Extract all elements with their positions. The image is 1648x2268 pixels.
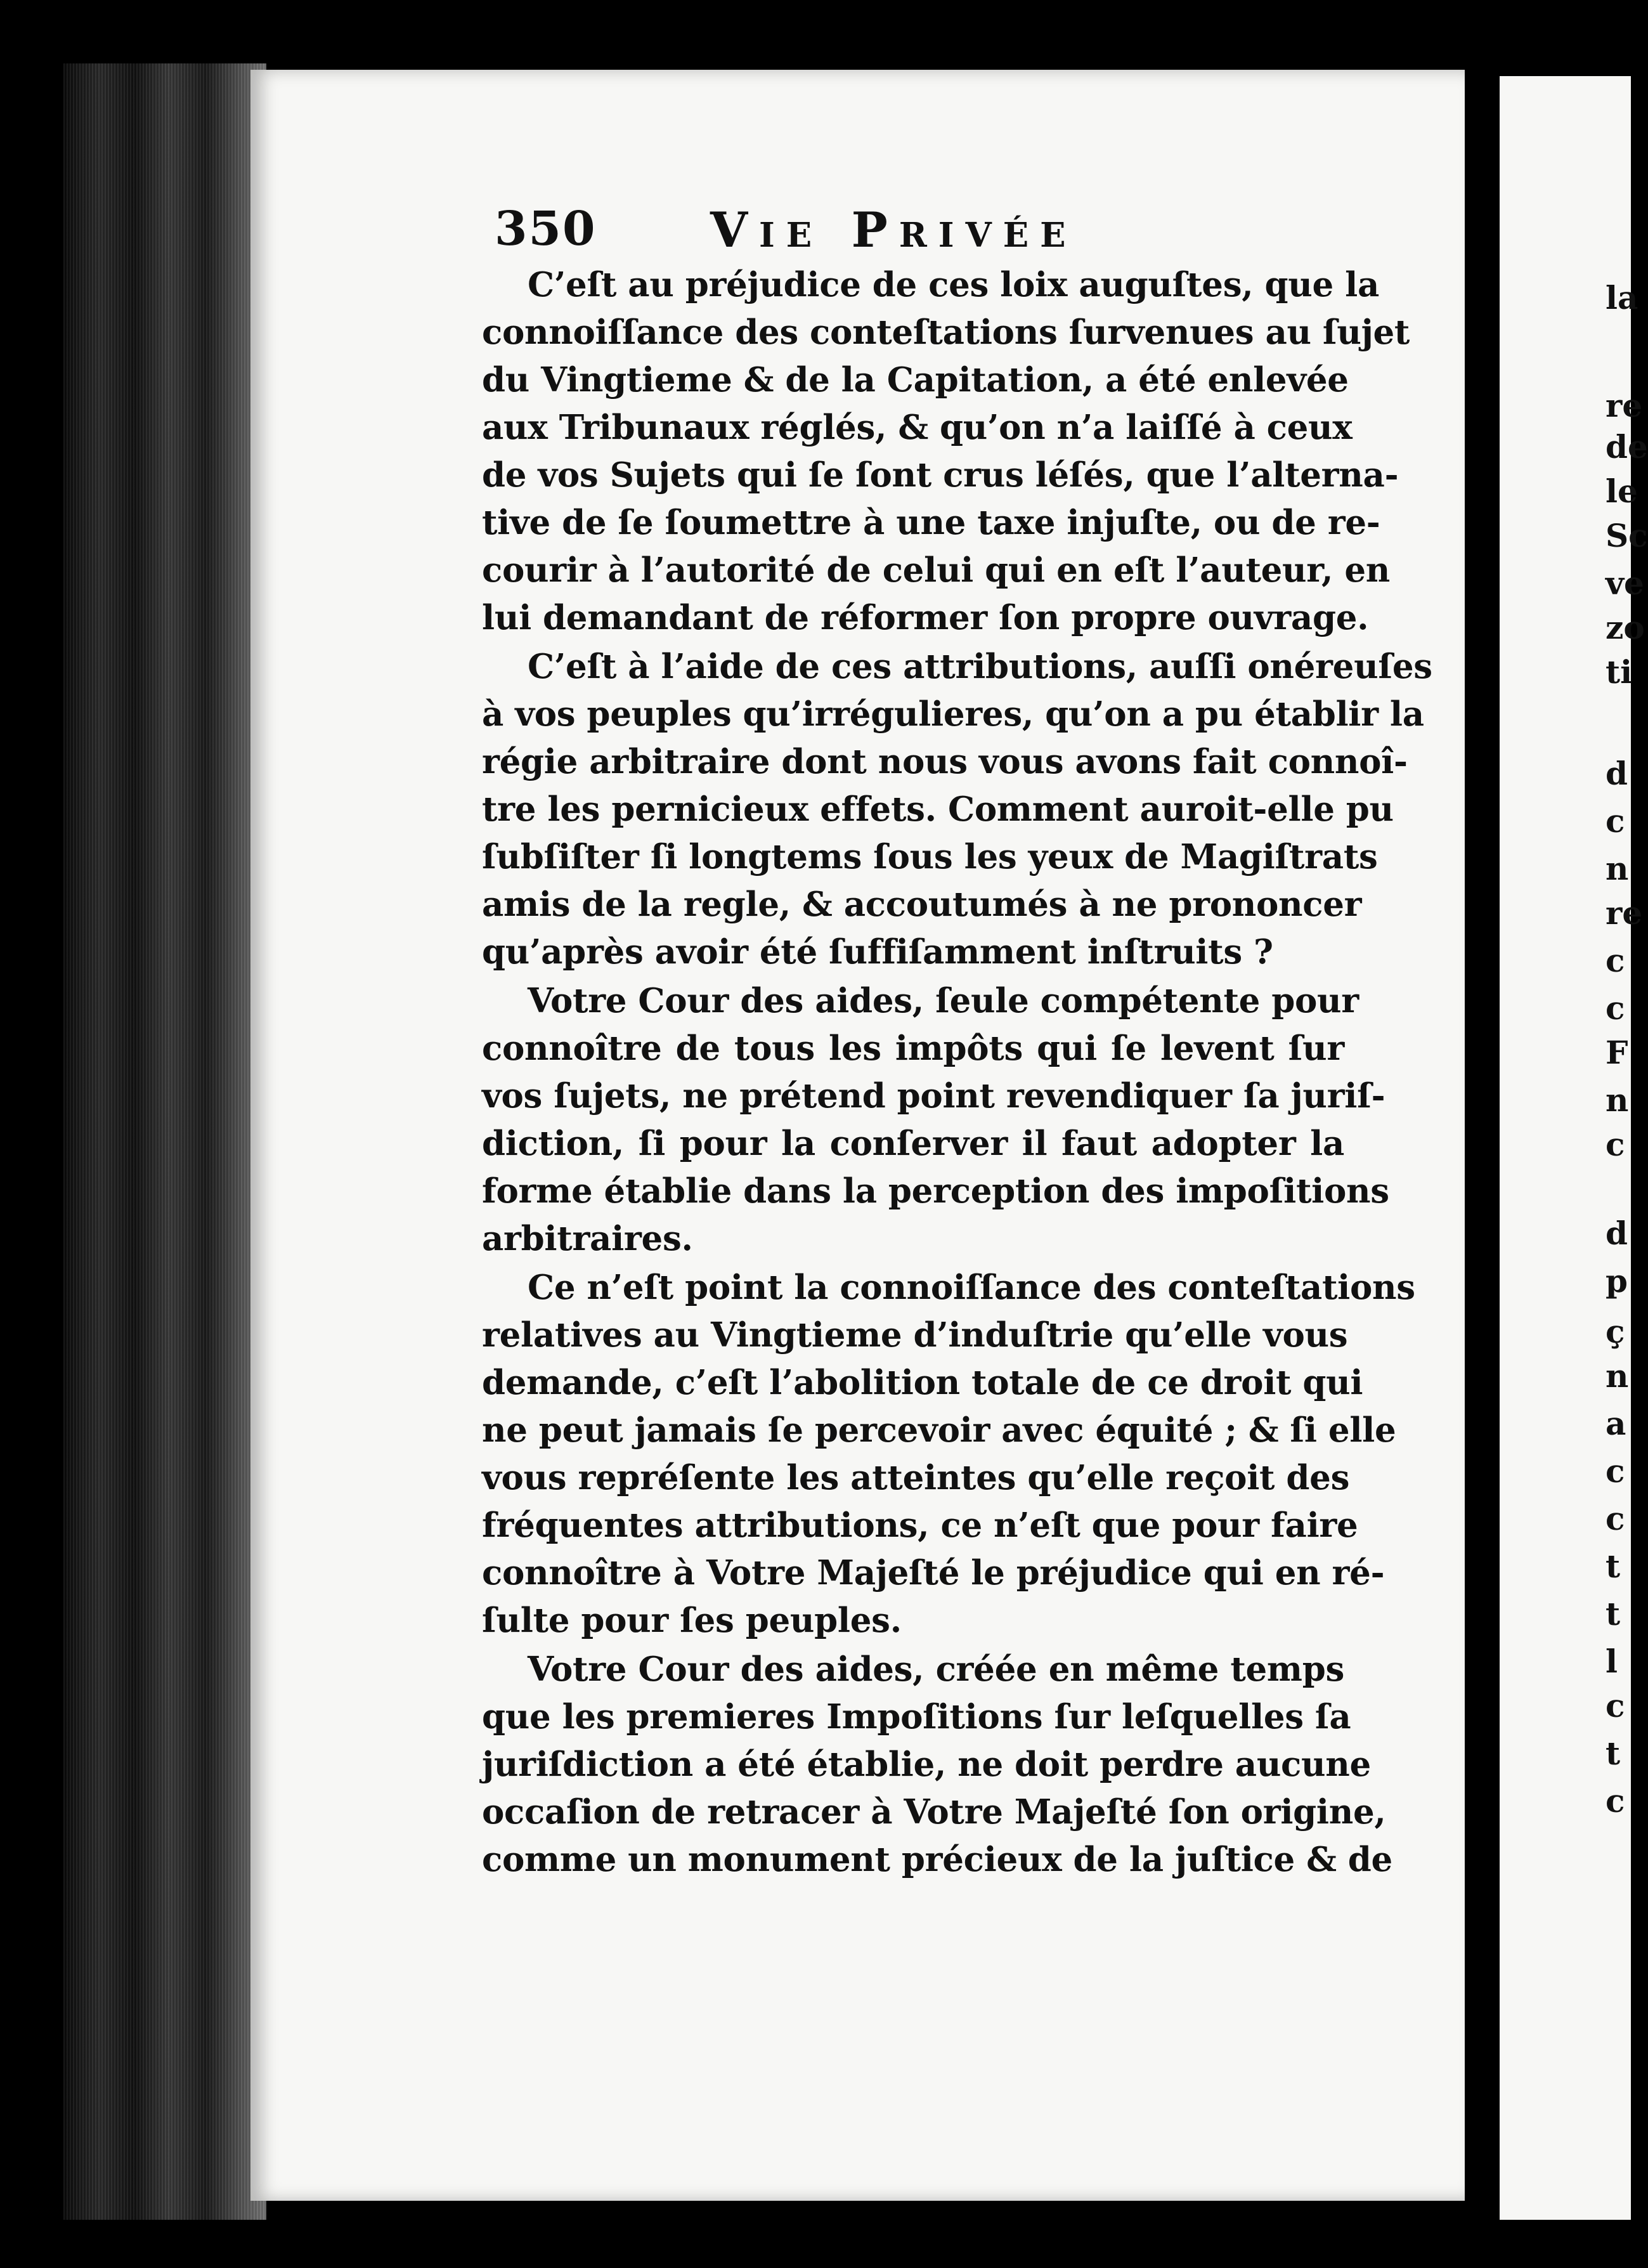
facing-page-fragment: t: [1606, 1735, 1621, 1772]
text-line: connoiſſance des conteſtations ſurvenues au ſujet: [482, 313, 1410, 352]
page-gutter: [1465, 0, 1503, 2268]
text-line: connoître à Votre Majeſté le préjudice qui en ré-: [482, 1553, 1385, 1593]
text-line: occaſion de retracer à Votre Majeſté ſon origine,: [482, 1792, 1386, 1832]
scan-border: [0, 2220, 1631, 2268]
facing-page-fragment: c: [1606, 1687, 1625, 1724]
text-line: forme établie dans la perception des impoſitions: [482, 1171, 1389, 1211]
text-line: ſulte pour ſes peuples.: [482, 1601, 902, 1640]
facing-page-fragment: c: [1606, 1500, 1625, 1537]
paragraph: [482, 1646, 1392, 1884]
facing-page-fragment: ve: [1606, 564, 1644, 602]
facing-page-fragment: le: [1606, 472, 1638, 510]
text-line: comme un monument précieux de la juſtice & de: [482, 1840, 1392, 1879]
text-line: aux Tribunaux réglés, & qu’on n’a laiſſé à ceux: [482, 408, 1353, 447]
text-line: du Vingtieme & de la Capitation, a été enlevée: [482, 360, 1349, 400]
text-line: Votre Cour des aides, créée en même temps: [528, 1650, 1344, 1689]
text-line: tive de ſe ſoumettre à une taxe injuſte, ou de re-: [482, 503, 1380, 542]
text-line: arbitraires.: [482, 1219, 693, 1258]
facing-page-fragment: c: [1606, 989, 1625, 1027]
facing-page-fragment: t: [1606, 1595, 1621, 1633]
text-line: Ce n’eſt point la connoiſſance des conteſtations: [528, 1268, 1415, 1307]
facing-page-fragment: de: [1606, 428, 1648, 466]
text-line: lui demandant de réformer ſon propre ouvrage.: [482, 598, 1369, 637]
paragraph: [482, 977, 1389, 1263]
facing-page-fragment: ç: [1606, 1313, 1625, 1350]
text-line: tre les pernicieux effets. Comment auroit-elle pu: [482, 790, 1394, 829]
facing-page-fragment: d: [1606, 1215, 1628, 1252]
text-line: vos ſujets, ne prétend point revendiquer ſa juriſ-: [482, 1076, 1385, 1116]
text-line: C’eſt à l’aide de ces attributions, auſſi onéreuſes: [528, 647, 1432, 686]
paragraph: [482, 261, 1410, 642]
page-stack-edge: [63, 63, 266, 2220]
text-line: fréquentes attributions, ce n’eſt que pour faire: [482, 1506, 1358, 1545]
text-line: relatives au Vingtieme d’induſtrie qu’elle vous: [482, 1315, 1348, 1355]
paragraph: [482, 643, 1432, 976]
text-line: que les premieres Impoſitions ſur leſquelles ſa: [482, 1697, 1351, 1737]
text-line: à vos peuples qu’irrégulieres, qu’on a pu établir la: [482, 694, 1424, 734]
facing-page-fragment: n: [1606, 1081, 1629, 1119]
facing-page-fragment: a: [1606, 1405, 1626, 1442]
facing-page-fragment: c: [1606, 1782, 1625, 1820]
text-line: C’eſt au préjudice de ces loix auguſtes, que la: [528, 265, 1379, 304]
text-line: de vos Sujets qui ſe ſont crus léſés, que l’alterna-: [482, 455, 1399, 495]
text-line: amis de la regle, & accoutumés à ne prononcer: [482, 885, 1362, 924]
text-line: courir à l’autorité de celui qui en eſt l’auteur, en: [482, 551, 1391, 590]
paragraph: [482, 1264, 1415, 1645]
facing-page-fragment: re: [1606, 387, 1643, 424]
text-line: juriſdiction a été établie, ne doit perdre aucune: [482, 1745, 1371, 1784]
text-line: demande, c’eſt l’abolition totale de ce droit qui: [482, 1363, 1363, 1402]
facing-page-fragment: re: [1606, 894, 1643, 932]
text-line: ſubſiſter ſi longtems ſous les yeux de Magiſtrats: [482, 837, 1378, 877]
facing-page-fragment: p: [1606, 1262, 1628, 1300]
text-line: ne peut jamais ſe percevoir avec équité ; & ſi elle: [482, 1411, 1396, 1450]
body-text: [482, 261, 1432, 1884]
facing-page-fragment: n: [1606, 1357, 1629, 1395]
text-line: diction, ſi pour la conſerver il faut adopter la: [482, 1124, 1344, 1163]
text-line: qu’après avoir été ſuffiſamment inſtruits ?: [482, 932, 1273, 972]
facing-page-fragment: c: [1606, 1452, 1625, 1490]
facing-page-fragment: Sc: [1606, 517, 1648, 554]
text-line: Votre Cour des aides, ſeule compétente pour: [528, 981, 1359, 1020]
page-number: 350: [495, 202, 597, 256]
text-line: vous repréſente les atteintes qu’elle reçoit des: [482, 1458, 1350, 1497]
facing-page-fragment: c: [1606, 1126, 1625, 1163]
facing-page-fragment: F: [1606, 1034, 1628, 1071]
facing-page-fragment: d: [1606, 755, 1628, 792]
facing-page-fragment: zo: [1606, 609, 1645, 646]
facing-page-fragment: c: [1606, 802, 1625, 840]
facing-page-fragment: n: [1606, 850, 1629, 887]
facing-page-fragment: t: [1606, 1548, 1621, 1585]
facing-page-fragment: l: [1606, 1643, 1618, 1680]
facing-page-fragment: ti: [1606, 653, 1633, 691]
text-line: connoître de tous les impôts qui ſe levent ſur: [482, 1029, 1344, 1068]
facing-page-fragment: la: [1606, 279, 1638, 316]
page-header-title: Vie Privée: [710, 202, 1077, 258]
facing-page-fragment: c: [1606, 942, 1625, 979]
text-line: régie arbitraire dont nous vous avons fait connoî-: [482, 742, 1408, 781]
